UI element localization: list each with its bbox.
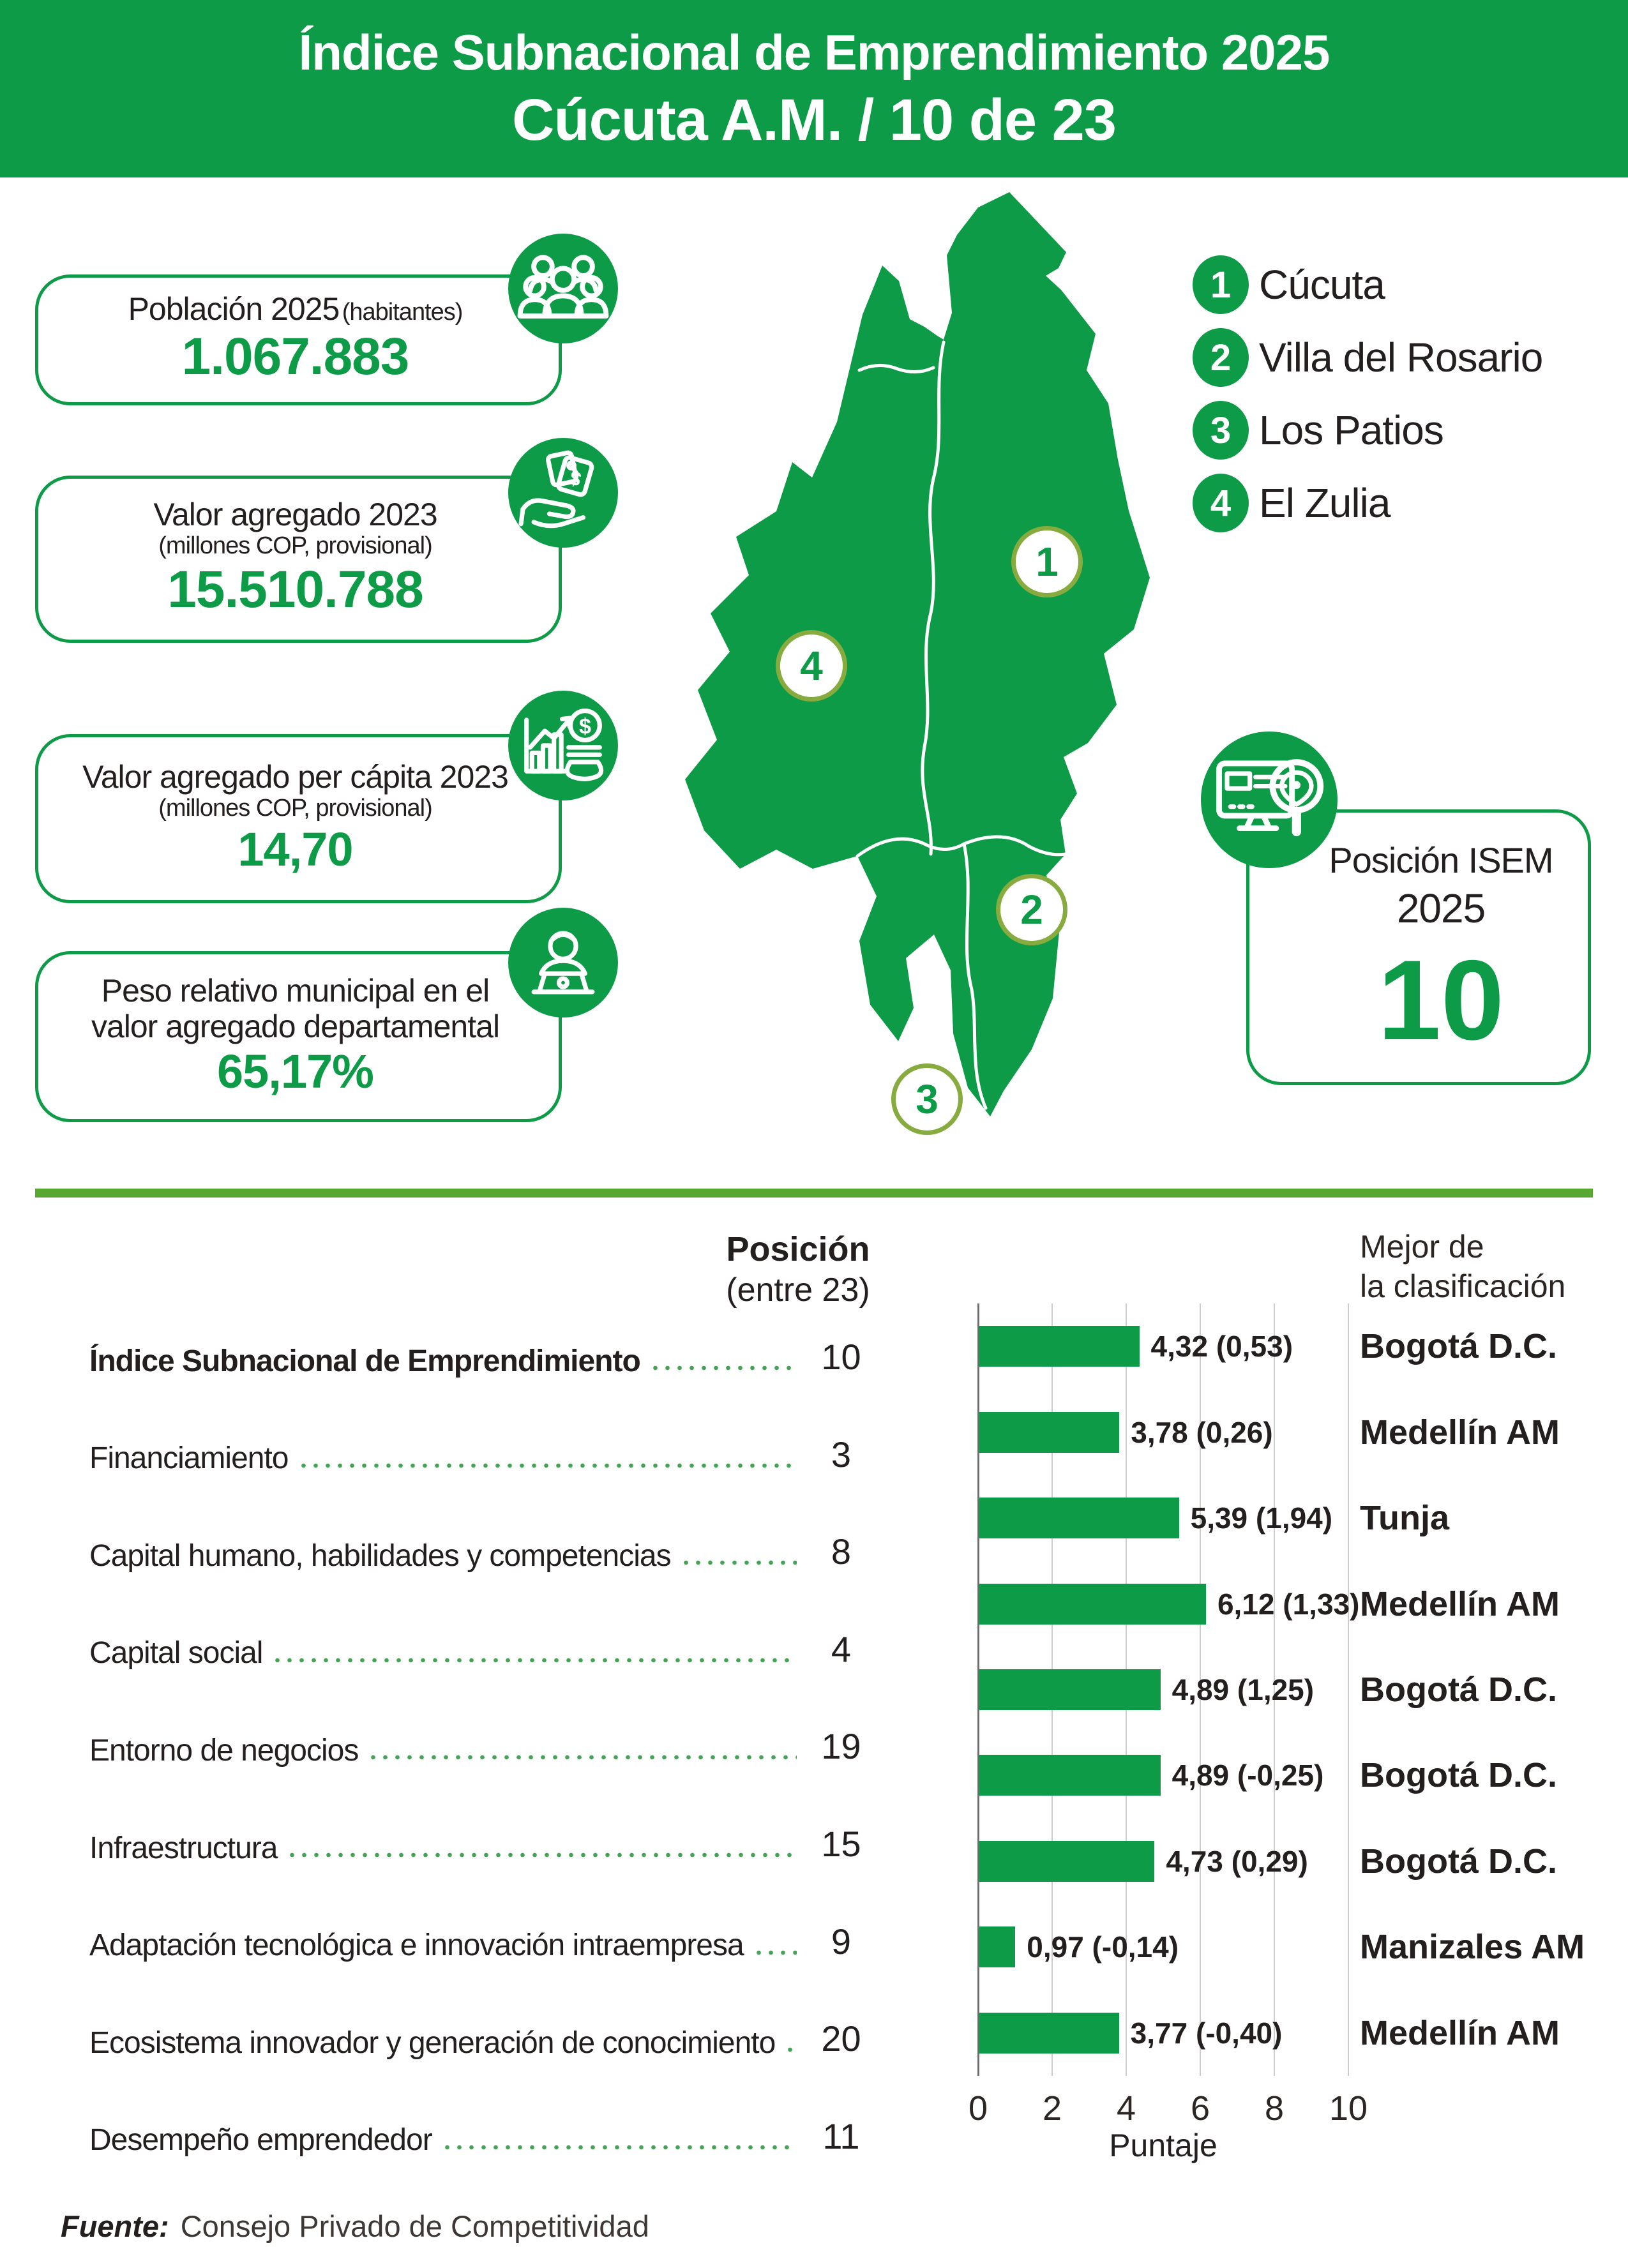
stat-sublabel: (millones COP, provisional) (158, 794, 432, 822)
table-row (89, 2093, 878, 2157)
chart-coins-icon (508, 691, 618, 800)
best-of-label: Tunja (1360, 1499, 1449, 1538)
page-title: Índice Subnacional de Emprendimiento 2025 (298, 24, 1330, 80)
stat-box-valor-per-capita (35, 734, 562, 903)
bar-chart-plot-area (978, 1303, 1360, 2076)
people-group-icon (508, 234, 618, 343)
isem-value: 10 (1378, 936, 1504, 1063)
stat-value: 65,17% (217, 1044, 373, 1098)
row-position-value: 4 (831, 1628, 852, 1669)
dotted-leader (680, 1559, 797, 1566)
source-text: Consejo Privado de Competitividad (180, 2209, 649, 2243)
bar-value-label: 4,73 (0,29) (1166, 1844, 1308, 1878)
map-marker-3: 3 (891, 1063, 963, 1135)
row-position-value: 3 (831, 1434, 852, 1475)
row-label: Entorno de negocios (89, 1734, 359, 1768)
row-position-value: 15 (821, 1824, 861, 1864)
legend-number-badge: 2 (1193, 328, 1249, 387)
page-subtitle: Cúcuta A.M. / 10 de 23 (512, 87, 1116, 153)
x-tick-6: 6 (1190, 2089, 1210, 2128)
row-label: Infraestructura (89, 1831, 278, 1865)
table-row (89, 1606, 878, 1670)
best-of-header-line1: Mejor de (1360, 1229, 1484, 1265)
row-position-value: 11 (822, 2115, 860, 2156)
bar-4 (979, 1584, 1206, 1625)
x-axis-label: Puntaje (1109, 2128, 1217, 2163)
row-label: Capital social (89, 1636, 263, 1671)
stat-label-line1: Peso relativo municipal en el (101, 972, 490, 1009)
position-column-header (709, 1229, 887, 1310)
bar-value-label: 0,97 (-0,14) (1027, 1930, 1179, 1964)
stat-label-line2: valor agregado departamental (91, 1008, 500, 1044)
bar-5 (979, 1669, 1161, 1710)
table-row (89, 1801, 878, 1865)
legend-number-badge: 4 (1193, 474, 1249, 532)
stat-label: Valor agregado 2023 (153, 496, 437, 532)
dotted-leader (784, 2046, 797, 2053)
bar-value-label: 4,89 (-0,25) (1172, 1759, 1324, 1792)
bar-value-label: 3,78 (0,26) (1131, 1415, 1273, 1449)
legend-label: Los Patios (1259, 407, 1443, 453)
dotted-leader (441, 2144, 797, 2151)
person-laptop-icon (508, 908, 618, 1018)
bar-value-label: 4,89 (1,25) (1172, 1673, 1315, 1706)
row-label: Índice Subnacional de Emprendimiento (89, 1344, 640, 1378)
legend-number-badge: 3 (1193, 401, 1249, 460)
table-row (89, 1995, 878, 2059)
dotted-leader (271, 1657, 797, 1663)
best-of-label: Medellín AM (1360, 1584, 1560, 1623)
stat-label-row (128, 291, 463, 327)
bar-3 (979, 1498, 1179, 1538)
source-note (61, 2209, 649, 2244)
best-of-label: Medellín AM (1360, 2013, 1560, 2052)
legend-item-villa-del-rosario (1193, 328, 1542, 387)
bar-7 (979, 1841, 1154, 1882)
table-row (89, 1411, 878, 1475)
bar-2 (979, 1412, 1119, 1453)
row-label: Financiamiento (89, 1441, 289, 1476)
table-row (89, 1898, 878, 1962)
x-tick-10: 10 (1329, 2089, 1368, 2128)
legend-item-el-zulia (1193, 474, 1542, 532)
row-position-value: 20 (821, 2018, 861, 2059)
map-marker-2: 2 (996, 874, 1067, 945)
isem-year: 2025 (1396, 885, 1486, 931)
isem-label: Posición ISEM (1329, 840, 1553, 880)
bar-value-label: 4,32 (0,53) (1150, 1330, 1293, 1363)
svg-text:$: $ (566, 465, 584, 492)
position-header-line1: Posición (726, 1230, 870, 1268)
monitor-search-pin-icon (1201, 732, 1338, 868)
stat-sublabel: (habitantes) (342, 298, 463, 326)
legend-label: Cúcuta (1259, 262, 1385, 308)
best-of-label: Bogotá D.C. (1360, 1842, 1557, 1881)
row-label: Adaptación tecnológica e innovación intraempresa (89, 1928, 744, 1963)
map-legend (1193, 255, 1542, 532)
legend-item-los-patios (1193, 401, 1542, 460)
dotted-leader (298, 1462, 797, 1469)
map-region-shape (685, 192, 1150, 1116)
bar-value-label: 3,77 (-0,40) (1130, 2016, 1283, 2050)
dotted-leader (367, 1754, 797, 1761)
x-tick-4: 4 (1116, 2089, 1136, 2128)
dotted-leader (753, 1949, 797, 1956)
row-position-value: 10 (821, 1337, 861, 1377)
best-of-label: Bogotá D.C. (1360, 1327, 1557, 1366)
stat-label: Valor agregado per cápita 2023 (82, 758, 508, 795)
stat-value: 15.510.788 (167, 560, 423, 619)
best-of-header-line2: la clasificación (1360, 1268, 1566, 1304)
bar-value-label: 6,12 (1,33) (1217, 1587, 1360, 1621)
svg-text:$: $ (578, 714, 591, 739)
ranking-table (89, 1314, 878, 2163)
bar-1 (979, 1326, 1140, 1367)
position-header-line2: (entre 23) (726, 1272, 870, 1309)
stat-value: 1.067.883 (181, 327, 409, 386)
map-marker-1: 1 (1011, 526, 1083, 597)
municipality-map (645, 179, 1156, 1136)
map-marker-4: 4 (776, 630, 847, 702)
row-position-value: 8 (831, 1531, 852, 1572)
section-divider (35, 1189, 1593, 1198)
table-row (89, 1703, 878, 1767)
gridline-10 (1348, 1303, 1349, 2076)
price-tag-hand-icon (508, 438, 618, 548)
row-label: Desempeño emprendedor (89, 2123, 432, 2158)
stat-box-valor-agregado (35, 476, 562, 643)
legend-label: Villa del Rosario (1259, 334, 1543, 380)
best-of-label: Manizales AM (1360, 1928, 1585, 1967)
bar-value-label: 5,39 (1,94) (1190, 1501, 1333, 1535)
row-position-value: 9 (831, 1921, 852, 1962)
header-banner (0, 0, 1628, 177)
legend-label: El Zulia (1259, 480, 1391, 526)
stat-sublabel: (millones COP, provisional) (158, 532, 432, 559)
row-label: Capital humano, habilidades y competencias (89, 1538, 671, 1573)
source-label: Fuente: (61, 2209, 169, 2243)
stat-label: Población 2025 (128, 290, 340, 327)
best-of-label: Bogotá D.C. (1360, 1756, 1557, 1795)
legend-item-cúcuta (1193, 255, 1542, 314)
best-of-column-header (1360, 1227, 1565, 1306)
dotted-leader (649, 1365, 797, 1371)
stat-box-poblacion (35, 274, 562, 405)
x-tick-2: 2 (1042, 2089, 1062, 2128)
bar-9 (979, 2013, 1119, 2054)
dotted-leader (286, 1852, 797, 1858)
stat-box-peso-relativo (35, 951, 562, 1122)
x-tick-0: 0 (968, 2089, 988, 2128)
bar-6 (979, 1755, 1161, 1796)
x-tick-8: 8 (1264, 2089, 1285, 2128)
row-position-value: 19 (821, 1726, 861, 1767)
row-label: Ecosistema innovador y generación de conocimiento (89, 2025, 776, 2060)
best-of-label: Medellín AM (1360, 1413, 1560, 1452)
best-of-label: Bogotá D.C. (1360, 1671, 1557, 1709)
stat-value: 14,70 (237, 822, 353, 876)
table-row (89, 1314, 878, 1378)
legend-number-badge: 1 (1193, 255, 1249, 314)
bar-8 (979, 1926, 1015, 1967)
table-row (89, 1508, 878, 1572)
